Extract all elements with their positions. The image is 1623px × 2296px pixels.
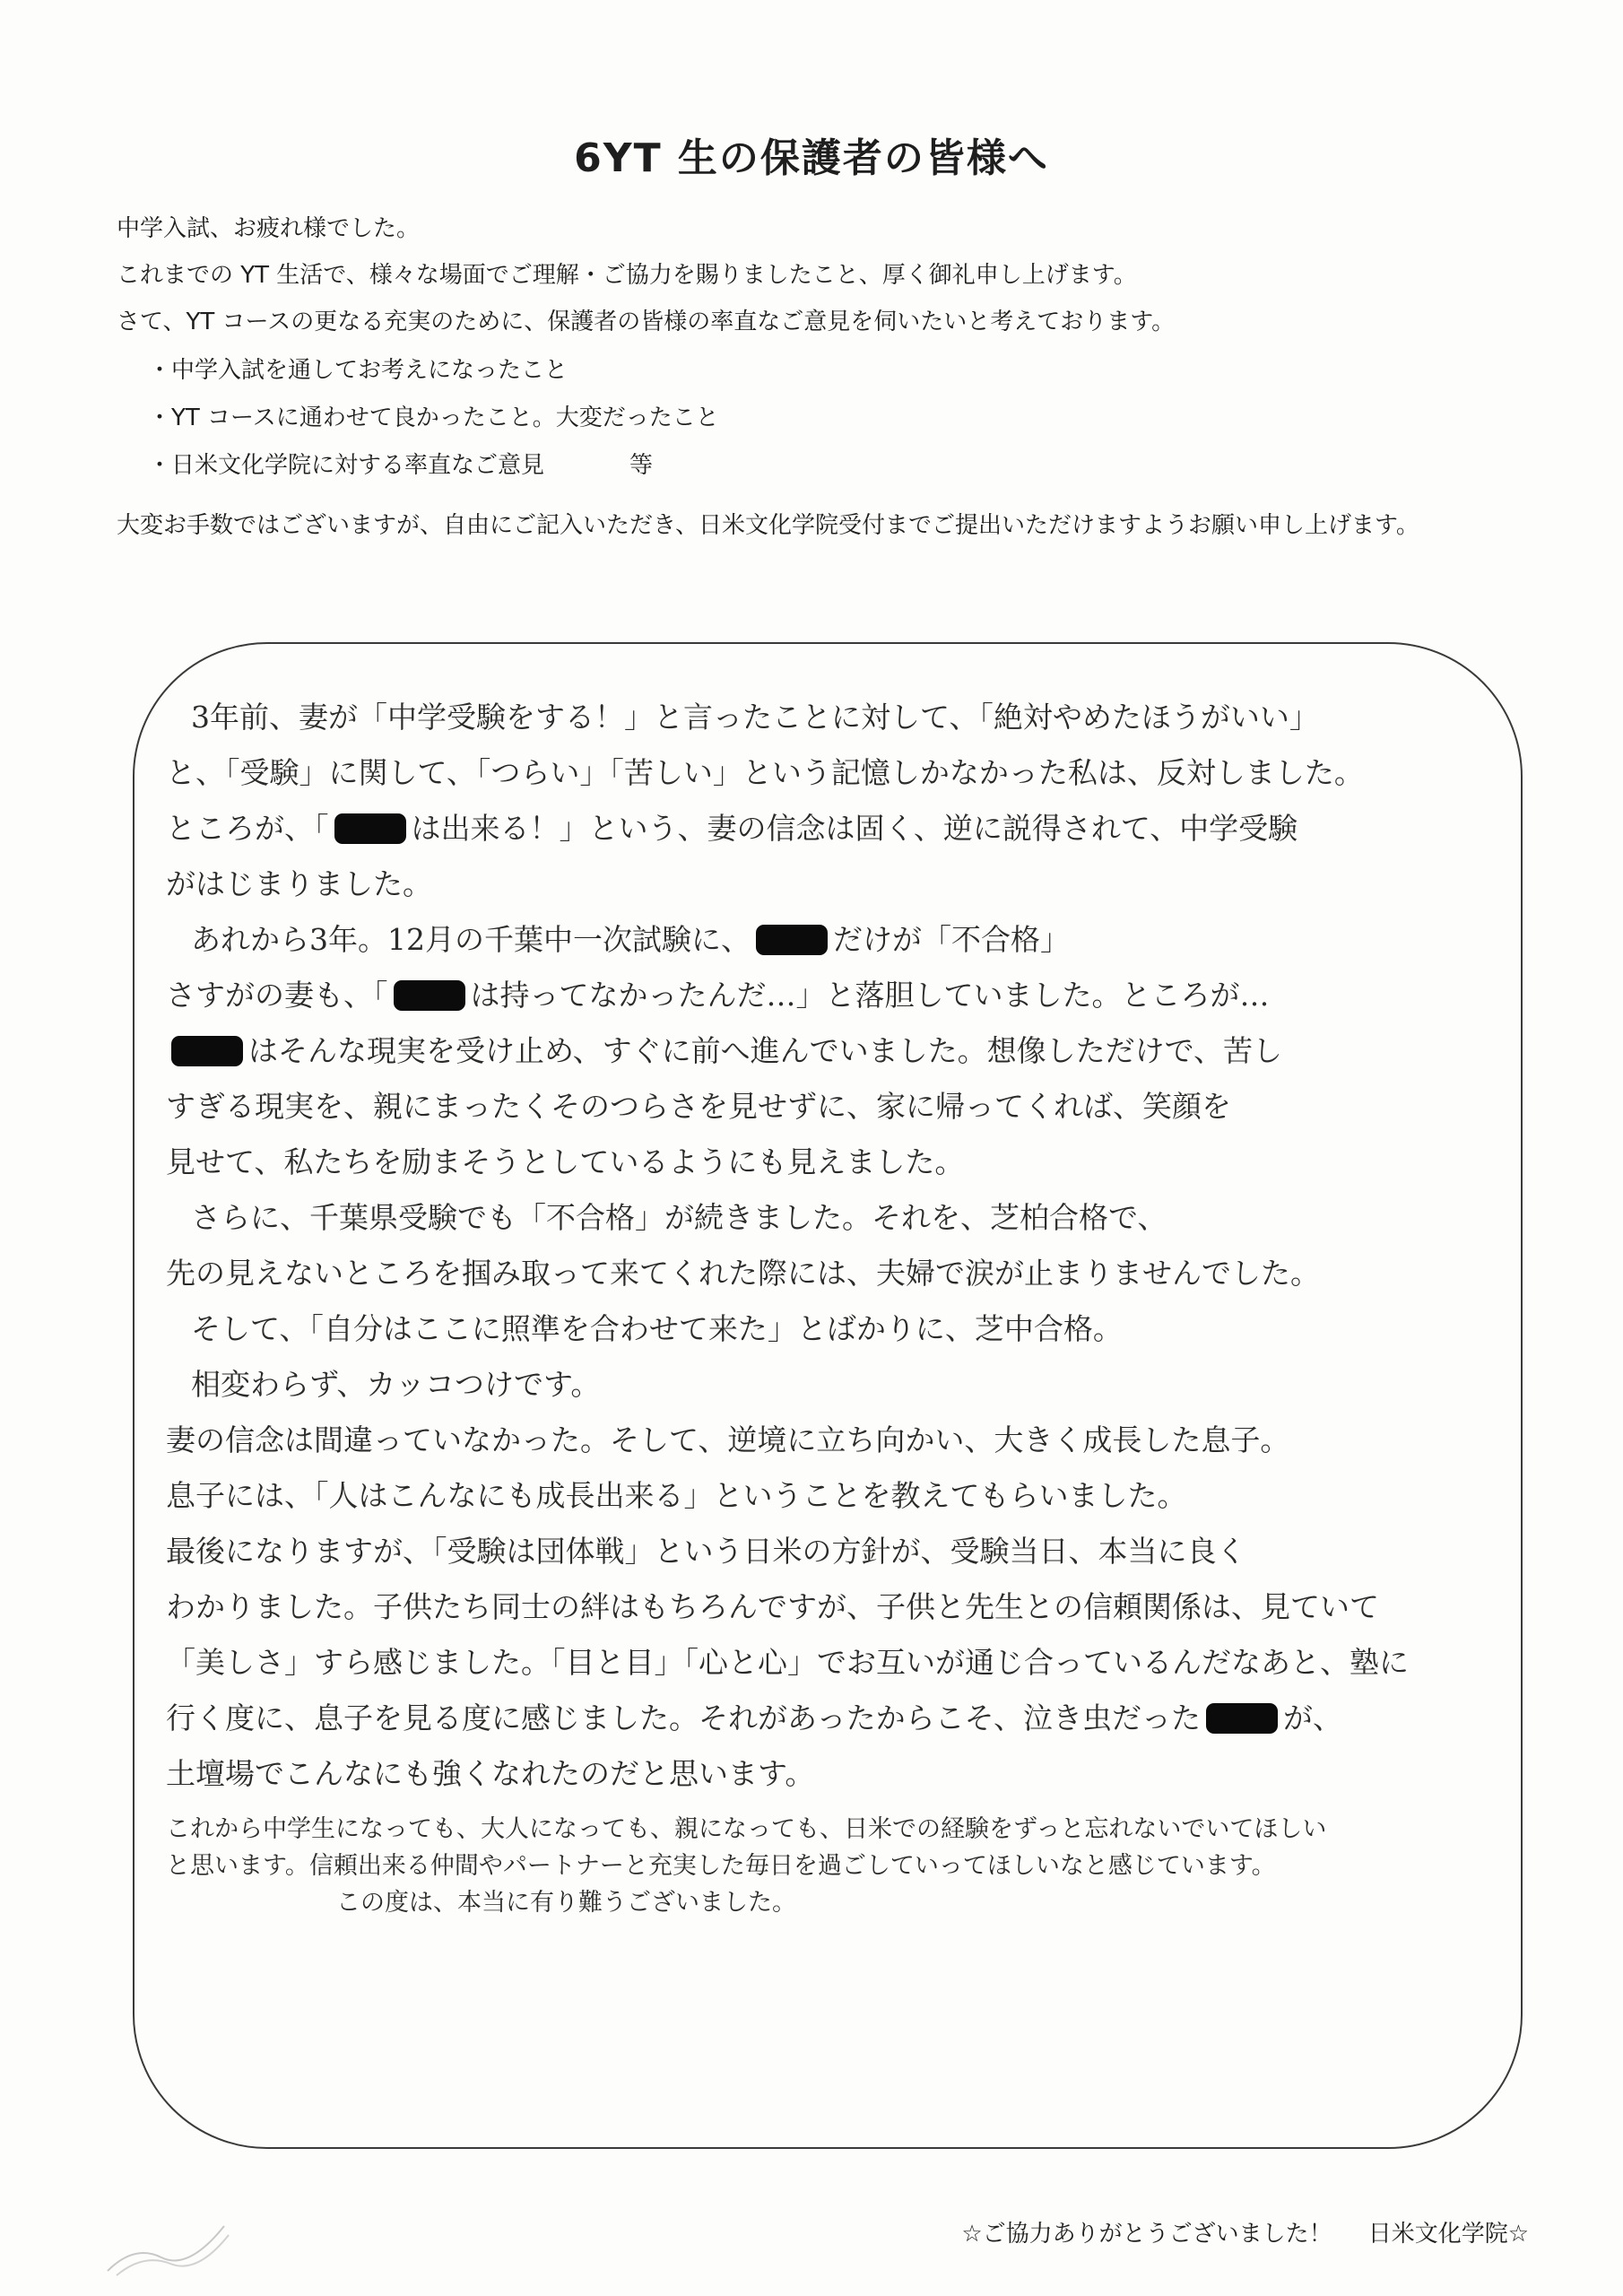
topic-list: [148, 357, 719, 500]
response-text: が、: [1283, 1700, 1343, 1735]
response-line: 「美しさ」すら感じました。「目と目」「心と心」でお互いが通じ合っているんだなあと、塾に: [166, 1645, 1409, 1680]
response-line: この度は、本当に有り難うございました。: [336, 1889, 796, 1917]
pencil-scribble: [99, 2208, 233, 2280]
response-line: これから中学生になっても、大人になっても、親になっても、日米での経験をずっと忘れないでいてほしい: [166, 1815, 1327, 1843]
topic-item-text: ・日米文化学院に対する率直なご意見: [148, 452, 545, 479]
response-line: 妻の信念は間違っていなかった。そして、逆境に立ち向かい、大きく成長した息子。: [166, 1422, 1290, 1457]
response-line: がはじまりました。: [166, 866, 432, 901]
response-line: 見せて、私たちを励まそうとしているようにも見えました。: [166, 1144, 965, 1179]
school-name: 日米文化学院☆: [1367, 2221, 1529, 2248]
handwritten-response: [166, 700, 1493, 1922]
response-line: さらに、千葉県受験でも「不合格」が続きました。それを、芝柏合格で、: [191, 1200, 1167, 1235]
response-line: と思います。信頼出来る仲間やパートナーと充実した毎日を過ごしていってほしいなと感じています。: [166, 1852, 1276, 1880]
response-text: 行く度に、息子を見る度に感じました。それがあったからこそ、泣き虫だった: [166, 1700, 1202, 1735]
redaction-mark: [756, 925, 828, 955]
redaction-mark: [394, 980, 465, 1011]
redaction-mark: [171, 1036, 243, 1066]
footer: [961, 2215, 1529, 2248]
topic-item: ・中学入試を通してお考えになったこと: [148, 357, 568, 384]
etc-label: 等: [629, 452, 654, 479]
response-line: 相変わらず、カッコつけです。: [191, 1367, 601, 1402]
intro-closing: 大変お手数ではございますが、自由にご記入いただき、日米文化学院受付までご提出いただけますようお願い申し上げます。: [117, 512, 1419, 539]
response-text: はそんな現実を受け止め、すぐに前へ進んでいました。想像しただけで、苦し: [248, 1033, 1283, 1068]
response-line: 土壇場でこんなにも強くなれたのだと思います。: [166, 1756, 815, 1791]
thanks-note: ☆ご協力ありがとうございました！: [961, 2221, 1332, 2248]
redaction-mark: [1206, 1703, 1278, 1734]
intro-request: さて、YT コースの更なる充実のために、保護者の皆様の率直なご意見を伺いたいと考えております。: [117, 309, 1176, 335]
response-line: [166, 1700, 1493, 1756]
response-text: ところが、「: [166, 811, 329, 846]
redaction-mark: [334, 813, 406, 844]
response-line: すぎる現実を、親にまったくそのつらさを見せずに、家に帰ってくれば、笑顔を: [166, 1089, 1231, 1124]
response-text: さすがの妻も、「: [166, 978, 388, 1013]
response-text: だけが「不合格」: [833, 922, 1070, 957]
response-line: [166, 978, 1493, 1033]
response-line: と、「受験」に関して、「つらい」「苦しい」という記憶しかなかった私は、反対しました。: [166, 755, 1364, 790]
page-title: 6YT 生の保護者の皆様へ: [574, 135, 1049, 181]
topic-item: ・YT コースに通わせて良かったこと。大変だったこと: [148, 404, 719, 431]
response-text: あれから3年。12月の千葉中一次試験に、: [191, 922, 751, 957]
response-line: 最後になりますが、「受験は団体戦」という日米の方針が、受験当日、本当に良く: [166, 1534, 1246, 1569]
intro-thanks: これまでの YT 生活で、様々な場面でご理解・ご協力を賜りましたこと、厚く御礼申し上げます。: [117, 262, 1137, 289]
response-line: 3年前、妻が「中学受験をする！」と言ったことに対して、「絶対やめたほうがいい」: [191, 700, 1319, 735]
response-line: そして、「自分はここに照準を合わせて来た」とばかりに、芝中合格。: [191, 1311, 1123, 1346]
response-line: 先の見えないところを掴み取って来てくれた際には、夫婦で涙が止まりませんでした。: [166, 1256, 1320, 1291]
topic-item: [148, 452, 719, 500]
response-line: [166, 1033, 1493, 1089]
response-line: わかりました。子供たち同士の絆はもちろんですが、子供と先生との信頼関係は、見ていて: [166, 1589, 1379, 1624]
intro-greeting: 中学入試、お疲れ様でした。: [117, 215, 421, 242]
response-line: [166, 811, 1493, 866]
response-text: は持ってなかったんだ…」と落胆していました。ところが…: [470, 978, 1270, 1013]
response-text: は出来る！」という、妻の信念は固く、逆に説得されて、中学受験: [411, 811, 1298, 846]
response-line: 息子には、「人はこんなにも成長出来る」ということを教えてもらいました。: [166, 1478, 1187, 1513]
response-line: [166, 922, 1493, 978]
